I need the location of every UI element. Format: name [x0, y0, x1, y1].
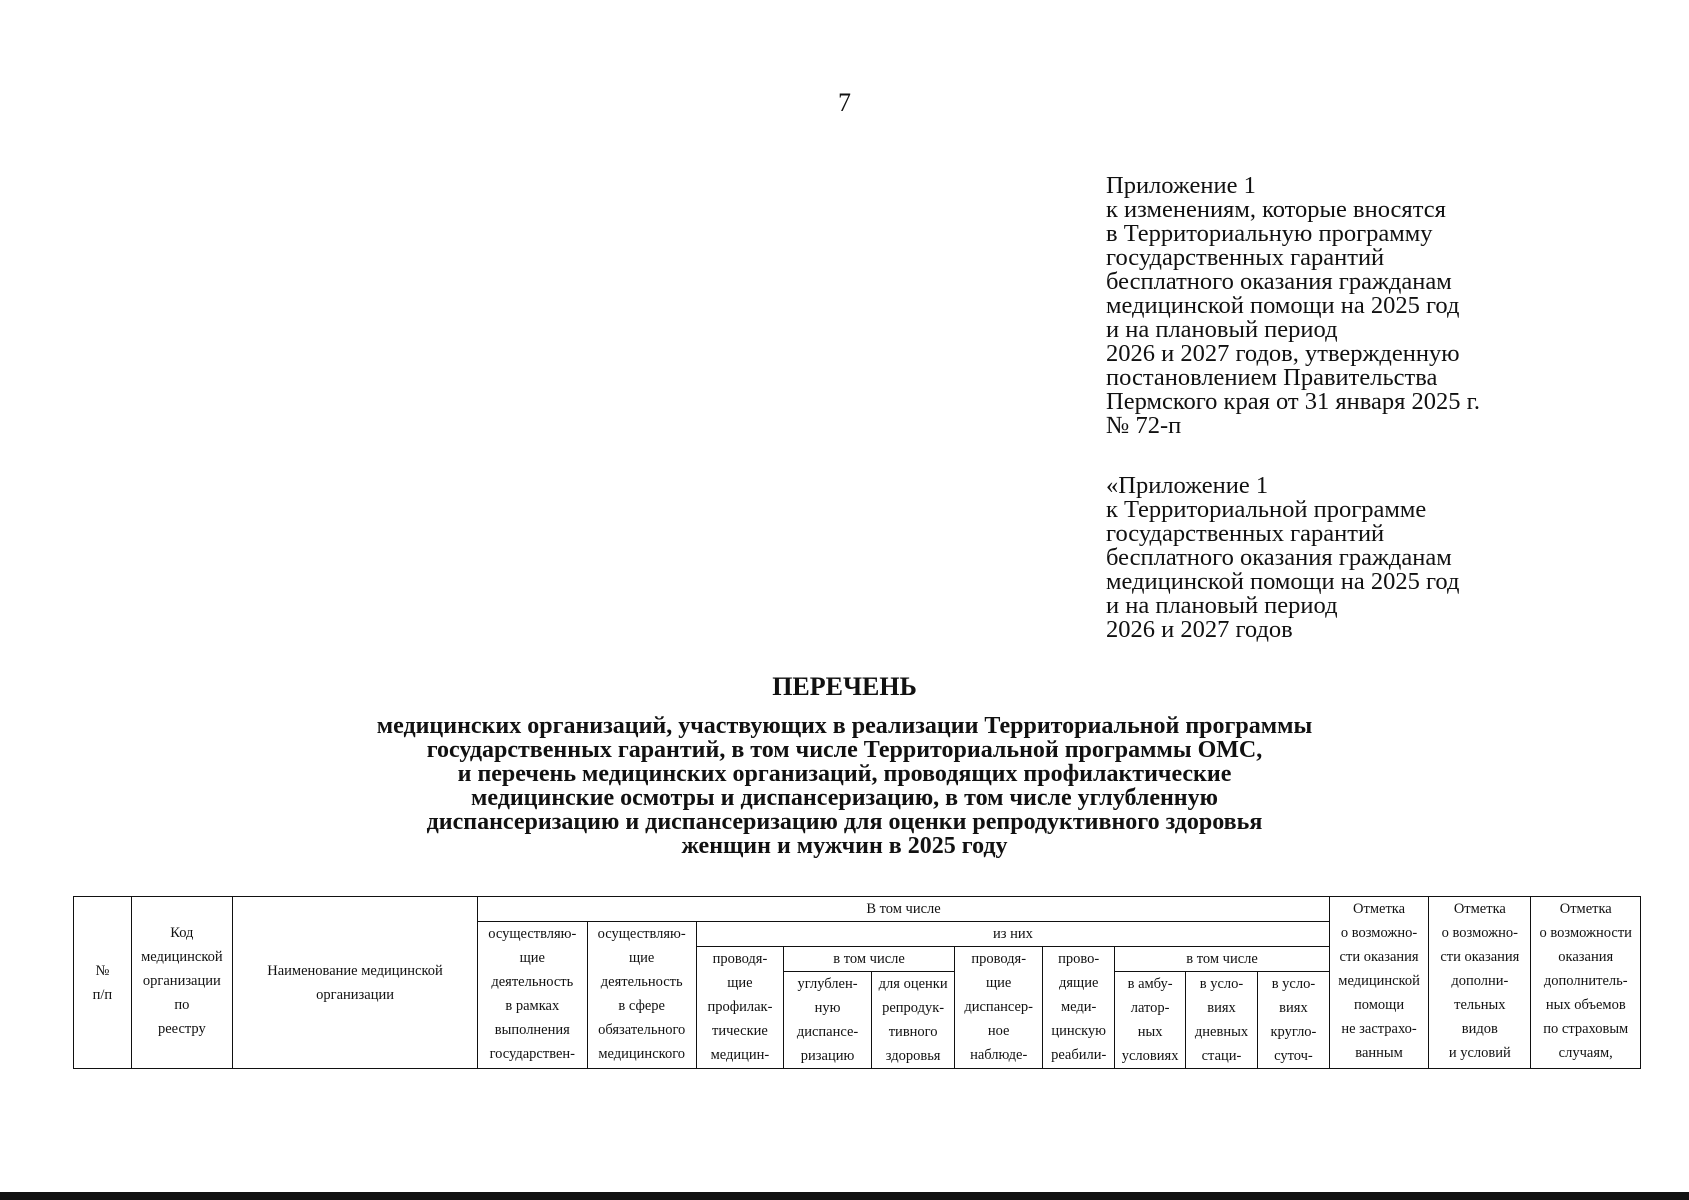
appendix-2-line: «Приложение 1: [1106, 472, 1269, 499]
subtitle-line: диспансеризацию и диспансеризацию для оценки репродуктивного здоровья: [426, 809, 1263, 835]
header-line: в амбу-: [1127, 976, 1173, 992]
header-line: суточ-: [1274, 1048, 1313, 1064]
header-line: условиях: [1121, 1048, 1179, 1064]
header-line: для оценки: [878, 976, 948, 992]
header-line: и условий: [1448, 1045, 1511, 1061]
header-line: ных: [1137, 1024, 1163, 1040]
subtitle-line: женщин и мужчин в 2025 году: [681, 833, 1008, 859]
header-line: осуществляю-: [488, 926, 577, 942]
header-line: дополни-: [1451, 973, 1509, 989]
header-line: реестру: [157, 1021, 206, 1037]
header-oms-activity: [587, 922, 696, 1069]
header-line: прово-: [1058, 951, 1100, 967]
header-org-name: [233, 897, 478, 1069]
header-line: Наименование медицинской: [267, 962, 443, 979]
header-day-hospital: [1186, 972, 1258, 1069]
header-uninsured: [1329, 897, 1428, 1069]
header-line: п/п: [92, 986, 113, 1003]
header-line: в сфере: [618, 998, 665, 1014]
header-line: деятельность: [491, 974, 574, 990]
header-line: Отметка: [1353, 901, 1406, 917]
header-tpgg-activity: [478, 922, 587, 1069]
appendix-1-line: 2026 и 2027 годов, утвержденную: [1106, 340, 1460, 367]
appendix-1-line: № 72-п: [1106, 412, 1182, 439]
header-line: ную: [814, 1000, 841, 1016]
appendix-1-line: бесплатного оказания гражданам: [1106, 268, 1452, 295]
appendix-1-line: к изменениям, которые вносятся: [1106, 196, 1446, 223]
header-line: организации: [142, 973, 221, 989]
appendix-1-line: постановлением Правительства: [1106, 364, 1438, 391]
header-line: деятельность: [600, 974, 683, 990]
header-line: углублен-: [797, 976, 858, 992]
header-line: латор-: [1130, 1000, 1170, 1016]
header-line: №: [95, 962, 110, 979]
header-line: Отметка: [1559, 901, 1612, 917]
header-line: здоровья: [885, 1048, 941, 1064]
header-line: меди-: [1061, 999, 1097, 1015]
appendix-2-line: 2026 и 2027 годов: [1106, 616, 1293, 643]
header-line: осуществляю-: [597, 926, 686, 942]
header-preventive: [696, 947, 783, 1069]
subtitle-line: и перечень медицинских организаций, проводящих профилактические: [457, 761, 1232, 787]
appendix-1-line: медицинской помощи на 2025 год: [1106, 292, 1460, 319]
header-number: [74, 897, 132, 1069]
header-line: выполнения: [494, 1022, 570, 1038]
header-line: диспансер-: [964, 999, 1034, 1015]
appendix-1-block: [1106, 174, 1666, 438]
appendix-1-line: Приложение 1: [1106, 172, 1256, 199]
header-line: о возможно-: [1340, 925, 1418, 941]
header-line: организации: [316, 986, 394, 1003]
appendix-2-line: к Территориальной программе: [1106, 496, 1427, 523]
header-rehabilitation: [1043, 947, 1115, 1069]
header-line: щие: [727, 975, 753, 991]
header-line: Код: [170, 925, 194, 941]
appendix-2-line: государственных гарантий: [1106, 520, 1385, 547]
header-line: по: [174, 997, 190, 1013]
header-line: виях: [1207, 1000, 1236, 1016]
header-line: ных объемов: [1545, 997, 1626, 1013]
appendix-2-line: бесплатного оказания гражданам: [1106, 544, 1452, 571]
header-line: случаям,: [1558, 1045, 1613, 1061]
page-number: 7: [838, 88, 851, 117]
header-line: обязательного: [598, 1022, 686, 1038]
header-line: профилак-: [707, 999, 773, 1015]
header-line: виях: [1279, 1000, 1308, 1016]
header-line: помощи: [1354, 997, 1405, 1013]
header-line: тические: [712, 1023, 768, 1039]
appendix-1-line: в Территориальную программу: [1106, 220, 1433, 247]
header-line: наблюде-: [970, 1047, 1028, 1063]
header-line: дящие: [1058, 975, 1099, 991]
scan-bottom-edge: [0, 1192, 1689, 1200]
header-sub-in-total-2: в том числе: [1115, 947, 1330, 972]
header-sub-in-total-1: в том числе: [783, 947, 954, 972]
header-line: стаци-: [1201, 1048, 1242, 1064]
document-subtitle: [250, 714, 1439, 858]
header-observation: [955, 947, 1043, 1069]
organizations-table: [73, 896, 1641, 1069]
appendix-1-line: и на плановый период: [1106, 316, 1338, 343]
header-line: щие: [986, 975, 1012, 991]
header-line: государствен-: [489, 1046, 575, 1062]
header-line: в рамках: [505, 998, 560, 1014]
header-line: в усло-: [1199, 976, 1244, 992]
header-line: видов: [1461, 1021, 1498, 1037]
header-line: репродук-: [882, 1000, 945, 1016]
subtitle-line: медицинские осмотры и диспансеризацию, в том числе углубленную: [471, 785, 1218, 811]
header-line: дополнитель-: [1543, 973, 1628, 989]
header-line: ризацию: [800, 1048, 855, 1064]
header-line: в усло-: [1271, 976, 1316, 992]
header-additional: [1429, 897, 1531, 1069]
appendix-1-line: Пермского края от 31 января 2025 г.: [1106, 388, 1481, 415]
subtitle-line: медицинских организаций, участвующих в реализации Территориальной программы: [376, 713, 1313, 739]
header-line: Отметка: [1453, 901, 1506, 917]
document-title: ПЕРЕЧЕНЬ: [772, 672, 917, 701]
header-line: медицинской: [141, 949, 223, 965]
header-line: кругло-: [1270, 1024, 1317, 1040]
header-line: о возможно-: [1441, 925, 1518, 941]
header-in-total: В том числе: [478, 897, 1330, 922]
header-line: о возможности: [1539, 925, 1632, 941]
header-line: щие: [629, 950, 655, 966]
header-line: сти оказания: [1440, 949, 1520, 965]
header-line: тельных: [1454, 997, 1506, 1013]
header-line: не застрахо-: [1341, 1021, 1417, 1037]
header-line: реабили-: [1051, 1047, 1107, 1063]
header-line: ванным: [1355, 1045, 1403, 1061]
header-line: цинскую: [1051, 1023, 1107, 1039]
header-org-code: [131, 897, 232, 1069]
header-line: по страховым: [1543, 1021, 1629, 1037]
header-line: тивного: [888, 1024, 938, 1040]
header-line: дневных: [1194, 1024, 1249, 1040]
header-volumes: [1531, 897, 1641, 1069]
header-line: щие: [519, 950, 545, 966]
header-line: проводя-: [971, 951, 1027, 967]
header-line: оказания: [1558, 949, 1614, 965]
header-line: ное: [987, 1023, 1010, 1039]
header-reproductive: [872, 972, 955, 1069]
header-line: сти оказания: [1339, 949, 1419, 965]
header-line: медицинской: [1338, 973, 1420, 989]
appendix-2-line: медицинской помощи на 2025 год: [1106, 568, 1460, 595]
header-ambulatory: [1115, 972, 1186, 1069]
header-deep-dispensary: [783, 972, 871, 1069]
appendix-2-line: и на плановый период: [1106, 592, 1338, 619]
header-line: проводя-: [712, 951, 768, 967]
header-line: диспансе-: [796, 1024, 859, 1040]
header-line: медицинского: [598, 1046, 686, 1062]
appendix-1-line: государственных гарантий: [1106, 244, 1385, 271]
header-of-them: из них: [696, 922, 1329, 947]
appendix-2-block: [1106, 474, 1666, 642]
header-line: медицин-: [710, 1047, 770, 1063]
header-round-the-clock: [1257, 972, 1329, 1069]
subtitle-line: государственных гарантий, в том числе Территориальной программы ОМС,: [426, 737, 1263, 763]
